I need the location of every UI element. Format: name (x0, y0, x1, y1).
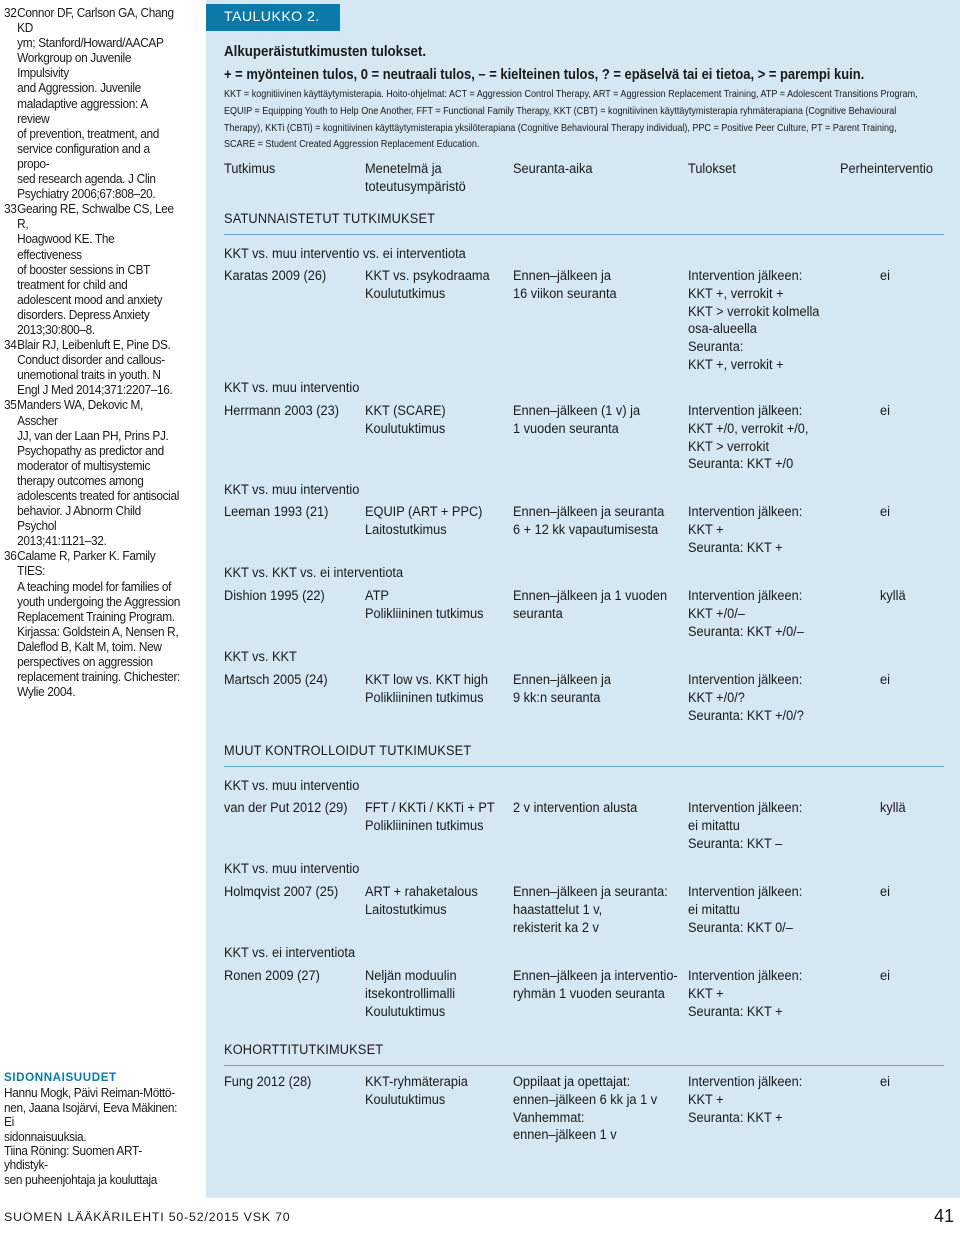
method-cell (365, 800, 495, 836)
cell-line: Koulutuktimus (365, 1091, 446, 1108)
divider (224, 234, 944, 235)
method-cell (365, 672, 488, 708)
method-cell (365, 588, 484, 624)
results-cell (688, 884, 802, 937)
reference-text (17, 202, 181, 338)
cell-line: Intervention jälkeen: (688, 672, 803, 688)
follow-up-cell (513, 672, 611, 708)
reference-line: Blair RJ, Leibenluft E, Pine DS. (17, 338, 171, 353)
reference-line: Psychopathy as predictor and (17, 443, 164, 458)
reference-line: unemotional traits in youth. N (17, 368, 161, 383)
reference-line: ym; Stanford/Howard/AACAP (17, 36, 164, 51)
cell-line: Seuranta: KKT +/0/? (688, 707, 804, 724)
reference-line: Daleflod B, Kalt M, toim. New (17, 639, 162, 654)
cell-line: Koulutuktimus (365, 1003, 446, 1020)
journal-footer: SUOMEN LÄÄKÄRILEHTI 50-52/2015 VSK 70 (4, 1210, 291, 1224)
cell-line: 6 + 12 kk vapautumisesta (513, 521, 659, 538)
cell-line: Koulututkimus (365, 285, 446, 302)
results-cell (688, 968, 802, 1021)
column-header-line: toteutusympäristö (365, 179, 466, 195)
reference-item (4, 398, 181, 549)
reference-line: 2013;41:1121–32. (17, 534, 107, 549)
cell-line: KKT + (688, 985, 724, 1002)
method-cell (365, 884, 478, 920)
column-header-results: Tulokset (688, 161, 736, 177)
section-heading: KOHORTTITUTKIMUKSET (224, 1042, 384, 1058)
column-header-study: Tutkimus (224, 161, 276, 177)
comparison-group: KKT vs. muu interventio (224, 380, 360, 396)
reference-line: adolescent mood and anxiety (17, 292, 163, 307)
cell-line: Ennen–jälkeen ja seuranta: (513, 884, 668, 900)
table-badge: TAULUKKO 2. (206, 4, 340, 31)
study-cell: Fung 2012 (28) (224, 1074, 312, 1090)
cell-line: EQUIP (ART + PPC) (365, 504, 483, 520)
abbreviation-line: Therapy), KKTi (CBTi) = kognitiivinen käyttäytymisterapia yksilöterapiana (Cognitive Behavioural Therapy individual), PPC = Positive Peer Culture, PT = Parent Training, (224, 122, 897, 134)
reference-line: Replacement Training Program. (17, 609, 175, 624)
cell-line: KKT > verrokit kolmella (688, 303, 820, 320)
results-cell (688, 403, 808, 474)
disclosure-line: nen, Jaana Isojärvi, Eeva Mäkinen: Ei (4, 1100, 178, 1130)
cell-line: KKT +, verrokit + (688, 285, 784, 302)
cell-line: osa-alueella (688, 321, 757, 338)
cell-line: ryhmän 1 vuoden seuranta (513, 985, 665, 1002)
results-cell (688, 800, 802, 853)
reference-item (4, 202, 181, 338)
cell-line: Polikliininen tutkimus (365, 817, 484, 834)
section-heading: MUUT KONTROLLOIDUT TUTKIMUKSET (224, 743, 472, 759)
family-cell: ei (880, 403, 890, 419)
reference-line: Manders WA, Dekovic M, Asscher (17, 398, 144, 428)
cell-line: KKT (SCARE) (365, 403, 446, 419)
follow-up-cell (513, 1074, 657, 1145)
section-heading: SATUNNAISTETUT TUTKIMUKSET (224, 211, 436, 227)
cell-line: Seuranta: KKT 0/– (688, 919, 793, 936)
study-cell: van der Put 2012 (29) (224, 800, 348, 816)
cell-line: Seuranta: KKT – (688, 835, 783, 852)
cell-line: Seuranta: KKT + (688, 1109, 783, 1126)
reference-line: of booster sessions in CBT (17, 262, 151, 277)
comparison-group: KKT vs. muu interventio (224, 482, 360, 498)
cell-line: 16 viikon seuranta (513, 285, 617, 302)
reference-line: 2013;30:800–8. (17, 322, 95, 337)
disclosures-title: SIDONNAISUUDET (4, 1070, 117, 1084)
follow-up-cell (513, 403, 640, 439)
results-cell (688, 268, 819, 375)
cell-line: 2 v intervention alusta (513, 800, 638, 816)
results-cell (688, 504, 802, 557)
family-cell: ei (880, 884, 890, 900)
cell-line: KKT low vs. KKT high (365, 672, 489, 688)
reference-line: disorders. Depress Anxiety (17, 307, 150, 322)
cell-line: Polikliininen tutkimus (365, 689, 484, 706)
reference-number: 35 (4, 398, 17, 413)
cell-line: Seuranta: KKT + (688, 539, 783, 556)
disclosures-box (4, 1070, 184, 1187)
reference-line: therapy outcomes among (17, 473, 144, 488)
follow-up-cell (513, 268, 617, 304)
reference-line: treatment for child and (17, 277, 128, 292)
cell-line: Ennen–jälkeen (1 v) ja (513, 403, 641, 419)
reference-line: of prevention, treatment, and (17, 126, 159, 141)
cell-line: ennen–jälkeen 6 kk ja 1 v (513, 1091, 658, 1108)
study-cell: Leeman 1993 (21) (224, 504, 329, 520)
cell-line: Oppilaat ja opettajat: (513, 1074, 631, 1090)
family-cell: ei (880, 968, 890, 984)
family-cell: ei (880, 672, 890, 688)
comparison-group: KKT vs. muu interventio (224, 778, 360, 794)
page-number: 41 (933, 1206, 954, 1226)
abbreviation-line: KKT = kognitiivinen käyttäytymisterapia. Hoito-ohjelmat: ACT = Aggression Control Therapy, ART = Aggression Replacement Training, ATP = Adolescent Transitions Program, (224, 89, 918, 100)
method-cell (365, 1074, 468, 1110)
comparison-group: KKT vs. KKT vs. ei interventiota (224, 565, 404, 581)
reference-line: Kirjassa: Goldstein A, Nensen R, (17, 624, 179, 639)
reference-line: moderator of multisystemic (17, 458, 151, 473)
reference-line: Workgroup on Juvenile Impulsivity (17, 51, 132, 81)
cell-line: Laitostutkimus (365, 901, 447, 918)
reference-line: adolescents treated for antisocial (17, 489, 180, 503)
cell-line: Koulutuktimus (365, 420, 446, 437)
follow-up-cell (513, 588, 667, 624)
reference-list (4, 6, 181, 700)
reference-text (17, 549, 181, 700)
cell-line: Intervention jälkeen: (688, 588, 803, 604)
reference-line: Psychiatry 2006;67:808–20. (17, 187, 156, 202)
cell-line: Seuranta: KKT + (688, 1003, 783, 1020)
reference-line: Engl J Med 2014;371:2207–16. (17, 383, 173, 398)
cell-line: KKT +/0, verrokit +/0, (688, 420, 809, 437)
cell-line: rekisterit ka 2 v (513, 919, 599, 936)
cell-line: itsekontrollimalli (365, 985, 456, 1002)
reference-line: Conduct disorder and callous- (17, 353, 165, 368)
reference-item (4, 6, 181, 202)
abbreviations (224, 87, 944, 154)
follow-up-cell (513, 884, 668, 937)
family-cell: kyllä (880, 800, 906, 816)
reference-line: behavior. J Abnorm Child Psychol (17, 504, 141, 534)
reference-line: Hoagwood KE. The effectiveness (17, 232, 115, 262)
family-cell: ei (880, 268, 890, 284)
reference-line: JJ, van der Laan PH, Prins PJ. (17, 428, 169, 443)
reference-number: 34 (4, 338, 17, 353)
reference-number: 32 (4, 6, 17, 20)
cell-line: KKT-ryhmäterapia (365, 1074, 468, 1090)
cell-line: Intervention jälkeen: (688, 1074, 803, 1090)
method-cell (365, 968, 457, 1021)
reference-line: sed research agenda. J Clin (17, 172, 156, 187)
reference-line: and Aggression. Juvenile (17, 81, 141, 96)
cell-line: Laitostutkimus (365, 521, 447, 538)
method-cell (365, 268, 490, 304)
method-cell (365, 403, 446, 439)
study-cell: Ronen 2009 (27) (224, 968, 320, 984)
family-cell: ei (880, 504, 890, 520)
cell-line: FFT / KKTi / KKTi + PT (365, 800, 495, 816)
column-header-follow-up: Seuranta-aika (513, 161, 593, 177)
cell-line: ei mitattu (688, 817, 740, 834)
reference-number: 33 (4, 202, 17, 217)
reference-text (17, 398, 181, 549)
study-cell: Karatas 2009 (26) (224, 268, 327, 284)
column-header-method (365, 160, 466, 196)
study-cell: Dishion 1995 (22) (224, 588, 325, 604)
cell-line: KKT +/0/? (688, 689, 745, 706)
reference-line: maladaptive aggression: A review (17, 96, 148, 126)
follow-up-cell (513, 800, 637, 818)
cell-line: Ennen–jälkeen ja (513, 672, 611, 688)
cell-line: Intervention jälkeen: (688, 884, 803, 900)
cell-line: Ennen–jälkeen ja seuranta (513, 504, 665, 520)
comparison-group: KKT vs. KKT (224, 649, 297, 665)
reference-line: Connor DF, Carlson GA, Chang KD (17, 6, 174, 36)
table-legend: + = myönteinen tulos, 0 = neutraali tulos, – = kielteinen tulos, ? = epäselvä tai ei tietoa, > = parempi kuin. (224, 67, 865, 83)
column-header-family: Perheinterventio (840, 161, 933, 177)
comparison-group: KKT vs. muu interventio vs. ei interventiota (224, 246, 466, 262)
follow-up-cell (513, 504, 664, 540)
cell-line: Vanhemmat: (513, 1109, 585, 1126)
cell-line: KKT +, verrokit + (688, 356, 784, 373)
divider (224, 1065, 944, 1066)
reference-line: perspectives on aggression (17, 655, 153, 670)
cell-line: haastattelut 1 v, (513, 901, 603, 918)
abbreviation-line: EQUIP = Equipping Youth to Help One Another, FFT = Functional Family Therapy, KKT (CBT) = kognitiivinen käyttäytymisterapia ryhmäterapiana (Cognitive Behavioural (224, 105, 897, 117)
cell-line: ennen–jälkeen 1 v (513, 1127, 617, 1144)
cell-line: Intervention jälkeen: (688, 800, 803, 816)
cell-line: Seuranta: (688, 339, 744, 356)
table-panel (206, 0, 960, 1198)
cell-line: Ennen–jälkeen ja interventio- (513, 968, 678, 984)
cell-line: ART + rahaketalous (365, 884, 478, 900)
disclosure-line: Hannu Mogk, Päivi Reiman-Möttö- (4, 1086, 175, 1101)
cell-line: KKT + (688, 521, 724, 538)
reference-text (17, 338, 181, 398)
comparison-group: KKT vs. muu interventio (224, 861, 360, 877)
reference-line: Calame R, Parker K. Family TIES: (17, 549, 156, 579)
disclosure-line: sidonnaisuuksia. (4, 1129, 87, 1144)
study-cell: Herrmann 2003 (23) (224, 403, 339, 419)
reference-item (4, 549, 181, 700)
abbreviation-line: SCARE = Student Created Aggression Replacement Education. (224, 139, 480, 151)
reference-text (17, 6, 181, 202)
reference-line: replacement training. Chichester: (17, 670, 181, 685)
table-title: Alkuperäistutkimusten tulokset. (224, 44, 427, 60)
disclosure-line: sen puheenjohtaja ja kouluttaja (4, 1172, 158, 1187)
results-cell (688, 588, 804, 641)
study-cell: Holmqvist 2007 (25) (224, 884, 339, 900)
reference-line: A teaching model for families of (17, 579, 172, 594)
cell-line: Intervention jälkeen: (688, 504, 803, 520)
family-cell: kyllä (880, 588, 906, 604)
results-cell (688, 672, 804, 725)
reference-item (4, 338, 181, 398)
cell-line: Seuranta: KKT +/0 (688, 456, 794, 473)
cell-line: Intervention jälkeen: (688, 403, 803, 419)
cell-line: Intervention jälkeen: (688, 268, 803, 284)
column-header-line: Menetelmä ja (365, 161, 442, 177)
disclosure-line: Tiina Röning: Suomen ART-yhdistyk- (4, 1144, 142, 1173)
cell-line: ei mitattu (688, 901, 740, 918)
cell-line: KKT +/0/– (688, 605, 745, 622)
method-cell (365, 504, 482, 540)
cell-line: KKT vs. psykodraama (365, 268, 490, 284)
cell-line: Intervention jälkeen: (688, 968, 803, 984)
cell-line: ATP (365, 588, 389, 604)
cell-line: KKT + (688, 1091, 724, 1108)
cell-line: Neljän moduulin (365, 968, 457, 984)
reference-line: service configuration and a propo- (17, 141, 150, 171)
cell-line: Polikliininen tutkimus (365, 605, 484, 622)
cell-line: 1 vuoden seuranta (513, 420, 619, 437)
cell-line: 9 kk:n seuranta (513, 689, 601, 706)
reference-line: youth undergoing the Aggression (17, 594, 181, 609)
cell-line: Ennen–jälkeen ja 1 vuoden (513, 588, 668, 604)
results-cell (688, 1074, 802, 1127)
cell-line: Seuranta: KKT +/0/– (688, 623, 804, 640)
cell-line: KKT > verrokit (688, 438, 770, 455)
reference-number: 36 (4, 549, 17, 564)
divider (224, 766, 944, 767)
cell-line: Ennen–jälkeen ja (513, 268, 611, 284)
reference-line: Wylie 2004. (17, 685, 76, 700)
follow-up-cell (513, 968, 678, 1004)
reference-line: Gearing RE, Schwalbe CS, Lee R, (17, 202, 174, 232)
study-cell: Martsch 2005 (24) (224, 672, 328, 688)
cell-line: seuranta (513, 605, 563, 622)
comparison-group: KKT vs. ei interventiota (224, 945, 356, 961)
family-cell: ei (880, 1074, 890, 1090)
